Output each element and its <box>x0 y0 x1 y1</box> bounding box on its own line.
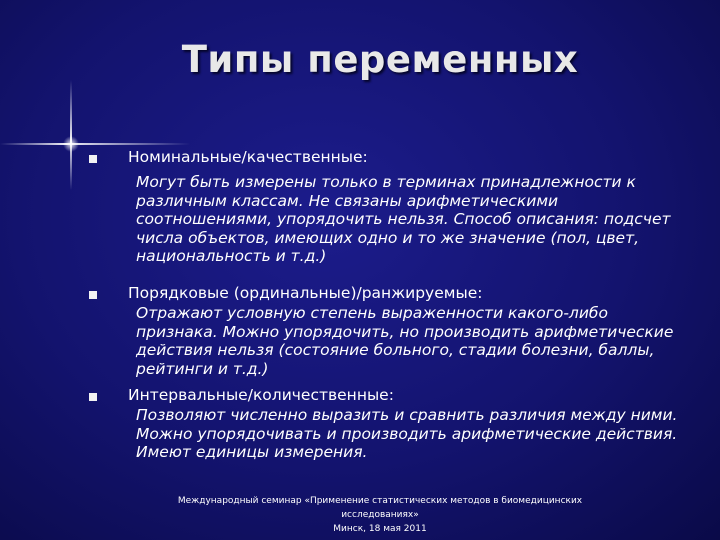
item-description: Могут быть измерены только в терминах принадлежности к различным классам. Не связаны арифметическими соотношениями, упорядочить нельзя. Способ описания: подсчет числа объектов, имеющих одно и то же значение (пол, цвет, национальность и т.д.) <box>136 173 671 265</box>
slide-footer <box>140 494 620 536</box>
sparkle-cross-icon <box>70 80 72 190</box>
list-item <box>86 282 686 384</box>
sparkle-cross-icon-horizontal <box>0 143 190 145</box>
item-description: Отражают условную степень выраженности какого-либо признака. Можно упорядочить, но производить арифметические действия нельзя (состояние больного, стадии болезни, баллы, рейтинги и т.д.) <box>136 304 674 378</box>
square-bullet-icon <box>89 393 97 401</box>
bullet-list <box>86 146 686 462</box>
item-heading: Порядковые (ординальные)/ранжируемые: <box>128 284 483 302</box>
list-item <box>86 146 686 282</box>
slide-title: Типы переменных <box>181 38 579 81</box>
square-bullet-icon <box>89 291 97 299</box>
item-heading: Номинальные/качественные: <box>128 148 368 166</box>
list-item <box>86 384 686 462</box>
square-bullet-icon <box>89 155 97 163</box>
footer-date: Минск, 18 мая 2011 <box>333 524 427 534</box>
footer-event: Международный семинар «Применение статистических методов в биомедицинских исследованиях» <box>177 496 583 520</box>
sparkle-glow-icon <box>63 136 79 152</box>
item-heading: Интервальные/количественные: <box>128 386 394 404</box>
item-description: Позволяют численно выразить и сравнить различия между ними. Можно упорядочивать и производить арифметические действия. Имеют единицы измерения. <box>136 406 678 461</box>
